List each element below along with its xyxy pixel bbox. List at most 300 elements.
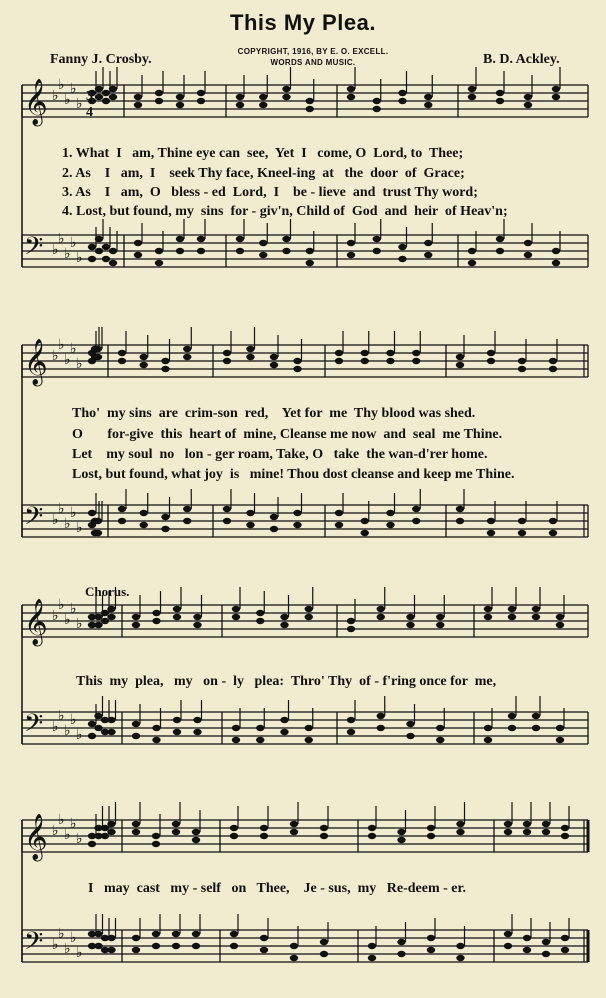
note-head bbox=[101, 833, 109, 839]
note-head bbox=[270, 362, 278, 368]
note-head bbox=[246, 346, 254, 352]
note-head bbox=[230, 943, 238, 949]
note-head bbox=[95, 94, 103, 100]
note-head bbox=[161, 526, 169, 532]
note-head bbox=[152, 943, 160, 949]
flat-icon: ♭ bbox=[64, 516, 71, 532]
note-head bbox=[456, 829, 464, 835]
note-head bbox=[232, 606, 240, 612]
note-head bbox=[406, 614, 414, 620]
note-head bbox=[532, 713, 540, 719]
note-head bbox=[561, 935, 569, 941]
note-head bbox=[236, 102, 244, 108]
flat-icon: ♭ bbox=[52, 512, 59, 528]
note-head bbox=[523, 821, 531, 827]
note-head bbox=[368, 825, 376, 831]
note-head bbox=[88, 841, 96, 847]
note-head bbox=[101, 825, 109, 831]
note-head bbox=[552, 94, 560, 100]
note-head bbox=[232, 614, 240, 620]
note-head bbox=[155, 98, 163, 104]
note-head bbox=[561, 947, 569, 953]
note-head bbox=[306, 260, 314, 266]
note-head bbox=[518, 518, 526, 524]
note-head bbox=[347, 94, 355, 100]
note-head bbox=[94, 346, 102, 352]
note-head bbox=[236, 248, 244, 254]
note-head bbox=[155, 248, 163, 254]
note-head bbox=[193, 729, 201, 735]
note-head bbox=[305, 614, 313, 620]
note-head bbox=[140, 354, 148, 360]
note-head bbox=[94, 622, 102, 628]
verse-4-line-2: Lost, but found, what joy is mine! Thou dost cleanse and keep me Thine. bbox=[72, 467, 515, 482]
note-head bbox=[373, 236, 381, 242]
flat-icon: ♭ bbox=[64, 92, 71, 108]
note-head bbox=[320, 833, 328, 839]
flat-icon: ♭ bbox=[70, 712, 77, 728]
flat-icon: ♭ bbox=[64, 723, 71, 739]
note-head bbox=[88, 721, 96, 727]
note-head bbox=[134, 102, 142, 108]
note-head bbox=[152, 610, 160, 616]
note-head bbox=[306, 98, 314, 104]
note-head bbox=[109, 86, 117, 92]
note-head bbox=[223, 506, 231, 512]
note-head bbox=[361, 350, 369, 356]
note-head bbox=[406, 733, 414, 739]
note-head bbox=[118, 506, 126, 512]
note-head bbox=[406, 622, 414, 628]
note-head bbox=[173, 717, 181, 723]
verse-2-line-1: 2. As I am, I seek Thy face, Kneel-ing at the door of Grace; bbox=[62, 166, 465, 181]
note-head bbox=[368, 943, 376, 949]
flat-icon: ♭ bbox=[58, 597, 65, 613]
flat-icon: ♭ bbox=[52, 937, 59, 953]
note-head bbox=[94, 530, 102, 536]
bass-clef-icon: 𝄢 bbox=[24, 502, 44, 537]
note-head bbox=[412, 506, 420, 512]
note-head bbox=[280, 717, 288, 723]
flat-icon: ♭ bbox=[52, 348, 59, 364]
note-head bbox=[259, 102, 267, 108]
note-head bbox=[427, 825, 435, 831]
note-head bbox=[172, 821, 180, 827]
note-head bbox=[259, 252, 267, 258]
note-head bbox=[107, 947, 115, 953]
note-head bbox=[320, 951, 328, 957]
note-head bbox=[94, 354, 102, 360]
note-head bbox=[377, 725, 385, 731]
note-head bbox=[305, 737, 313, 743]
note-head bbox=[134, 94, 142, 100]
note-head bbox=[132, 622, 140, 628]
note-head bbox=[232, 725, 240, 731]
note-head bbox=[484, 606, 492, 612]
note-head bbox=[132, 614, 140, 620]
note-head bbox=[320, 825, 328, 831]
flat-icon: ♭ bbox=[70, 601, 77, 617]
note-head bbox=[335, 350, 343, 356]
note-head bbox=[197, 248, 205, 254]
note-head bbox=[347, 717, 355, 723]
note-head bbox=[280, 622, 288, 628]
note-head bbox=[132, 947, 140, 953]
note-head bbox=[484, 725, 492, 731]
flat-icon: ♭ bbox=[76, 831, 83, 847]
flat-icon: ♭ bbox=[64, 246, 71, 262]
note-head bbox=[397, 939, 405, 945]
chorus-lyric-1: This my plea, my on - ly plea: Thro' Thy of - f'ring once for me, bbox=[76, 674, 497, 689]
note-head bbox=[192, 931, 200, 937]
note-head bbox=[424, 94, 432, 100]
note-head bbox=[456, 362, 464, 368]
note-head bbox=[386, 350, 394, 356]
note-head bbox=[542, 821, 550, 827]
flat-icon: ♭ bbox=[52, 719, 59, 735]
note-head bbox=[107, 614, 115, 620]
note-head bbox=[293, 510, 301, 516]
note-head bbox=[94, 931, 102, 937]
note-head bbox=[508, 725, 516, 731]
note-head bbox=[176, 102, 184, 108]
note-head bbox=[361, 530, 369, 536]
note-head bbox=[484, 614, 492, 620]
note-head bbox=[132, 821, 140, 827]
note-head bbox=[95, 236, 103, 242]
chorus-label: Chorus. bbox=[85, 584, 130, 599]
note-head bbox=[386, 358, 394, 364]
note-head bbox=[456, 943, 464, 949]
flat-icon: ♭ bbox=[70, 816, 77, 832]
note-head bbox=[290, 829, 298, 835]
note-head bbox=[223, 350, 231, 356]
note-head bbox=[88, 244, 96, 250]
note-head bbox=[436, 622, 444, 628]
note-head bbox=[140, 362, 148, 368]
note-head bbox=[260, 825, 268, 831]
note-head bbox=[290, 943, 298, 949]
note-head bbox=[230, 833, 238, 839]
note-head bbox=[134, 240, 142, 246]
verse-4-line-1: 4. Lost, but found, my sins for - giv'n, Child of God and heir of Heav'n; bbox=[62, 204, 508, 219]
note-head bbox=[468, 94, 476, 100]
treble-clef-icon: 𝄞 bbox=[24, 814, 48, 860]
note-head bbox=[155, 90, 163, 96]
note-head bbox=[504, 829, 512, 835]
note-head bbox=[496, 98, 504, 104]
treble-clef-icon: 𝄞 bbox=[24, 79, 48, 125]
flat-icon: ♭ bbox=[58, 501, 65, 517]
copyright-line-1: COPYRIGHT, 1916, BY E. O. EXCELL. bbox=[237, 47, 389, 56]
note-head bbox=[132, 935, 140, 941]
note-head bbox=[508, 713, 516, 719]
note-head bbox=[552, 260, 560, 266]
note-head bbox=[193, 622, 201, 628]
note-head bbox=[398, 244, 406, 250]
flat-icon: ♭ bbox=[58, 337, 65, 353]
note-head bbox=[256, 725, 264, 731]
note-head bbox=[347, 729, 355, 735]
note-head bbox=[523, 947, 531, 953]
note-head bbox=[373, 106, 381, 112]
note-head bbox=[94, 713, 102, 719]
note-head bbox=[192, 837, 200, 843]
note-head bbox=[549, 530, 557, 536]
flat-icon: ♭ bbox=[52, 608, 59, 624]
note-head bbox=[293, 522, 301, 528]
flat-icon: ♭ bbox=[76, 356, 83, 372]
note-head bbox=[246, 522, 254, 528]
flat-icon: ♭ bbox=[58, 231, 65, 247]
note-head bbox=[508, 614, 516, 620]
note-head bbox=[347, 252, 355, 258]
note-head bbox=[270, 514, 278, 520]
note-head bbox=[176, 236, 184, 242]
note-head bbox=[134, 252, 142, 258]
note-head bbox=[373, 248, 381, 254]
note-head bbox=[236, 94, 244, 100]
note-head bbox=[377, 606, 385, 612]
note-head bbox=[427, 833, 435, 839]
note-head bbox=[256, 737, 264, 743]
verse-3-line-2: Let my soul no lon - ger roam, Take, O take the wan-d'rer home. bbox=[72, 447, 488, 462]
flat-icon: ♭ bbox=[52, 242, 59, 258]
note-head bbox=[101, 618, 109, 624]
treble-clef-icon: 𝄞 bbox=[24, 599, 48, 645]
note-head bbox=[368, 833, 376, 839]
note-head bbox=[518, 366, 526, 372]
note-head bbox=[456, 354, 464, 360]
verse-3-line-1: 3. As I am, O bless - ed Lord, I be - lieve and trust Thy word; bbox=[62, 185, 478, 200]
note-head bbox=[193, 614, 201, 620]
note-head bbox=[305, 606, 313, 612]
note-head bbox=[132, 733, 140, 739]
note-head bbox=[427, 935, 435, 941]
note-head bbox=[398, 256, 406, 262]
note-head bbox=[518, 358, 526, 364]
flat-icon: ♭ bbox=[70, 930, 77, 946]
note-head bbox=[552, 248, 560, 254]
note-head bbox=[436, 725, 444, 731]
note-head bbox=[132, 829, 140, 835]
flat-icon: ♭ bbox=[58, 77, 65, 93]
note-head bbox=[172, 829, 180, 835]
note-head bbox=[236, 236, 244, 242]
note-head bbox=[280, 729, 288, 735]
note-head bbox=[504, 821, 512, 827]
note-head bbox=[152, 841, 160, 847]
note-head bbox=[524, 240, 532, 246]
note-head bbox=[556, 737, 564, 743]
note-head bbox=[246, 510, 254, 516]
note-head bbox=[386, 522, 394, 528]
composer-credit: B. D. Ackley. bbox=[483, 52, 560, 67]
note-head bbox=[377, 713, 385, 719]
flat-icon: ♭ bbox=[58, 812, 65, 828]
note-head bbox=[260, 947, 268, 953]
note-head bbox=[412, 518, 420, 524]
flat-icon: ♭ bbox=[64, 827, 71, 843]
note-head bbox=[94, 518, 102, 524]
note-head bbox=[436, 614, 444, 620]
flat-icon: ♭ bbox=[52, 823, 59, 839]
note-head bbox=[456, 955, 464, 961]
note-head bbox=[561, 825, 569, 831]
note-head bbox=[549, 366, 557, 372]
note-head bbox=[347, 86, 355, 92]
chorus-lyric-2: I may cast my - self on Thee, Je - sus, my Re-deem - er. bbox=[88, 881, 466, 896]
treble-clef-icon: 𝄞 bbox=[24, 339, 48, 385]
note-head bbox=[397, 829, 405, 835]
note-head bbox=[406, 721, 414, 727]
note-head bbox=[335, 358, 343, 364]
note-head bbox=[230, 931, 238, 937]
note-head bbox=[118, 358, 126, 364]
flat-icon: ♭ bbox=[70, 341, 77, 357]
note-head bbox=[412, 358, 420, 364]
note-head bbox=[107, 729, 115, 735]
time-signature-bottom: 4 bbox=[86, 105, 93, 120]
note-head bbox=[102, 98, 110, 104]
note-head bbox=[109, 260, 117, 266]
note-head bbox=[192, 943, 200, 949]
note-head bbox=[161, 514, 169, 520]
note-head bbox=[361, 358, 369, 364]
note-head bbox=[197, 90, 205, 96]
note-head bbox=[306, 248, 314, 254]
note-head bbox=[468, 260, 476, 266]
flat-icon: ♭ bbox=[76, 945, 83, 961]
time-signature-top: 3 bbox=[86, 89, 93, 104]
note-head bbox=[282, 248, 290, 254]
flat-icon: ♭ bbox=[58, 708, 65, 724]
note-head bbox=[197, 236, 205, 242]
note-head bbox=[270, 526, 278, 532]
note-head bbox=[456, 518, 464, 524]
note-head bbox=[101, 610, 109, 616]
verse-1-line-2: Tho' my sins are crim-son red, Yet for me Thy blood was shed. bbox=[72, 406, 476, 421]
note-head bbox=[118, 350, 126, 356]
note-head bbox=[176, 94, 184, 100]
note-head bbox=[172, 943, 180, 949]
note-head bbox=[496, 236, 504, 242]
bass-clef-icon: 𝄢 bbox=[24, 232, 44, 267]
note-head bbox=[173, 614, 181, 620]
flat-icon: ♭ bbox=[76, 520, 83, 536]
verse-2-line-2: O for-give this heart of mine, Cleanse me now and seal me Thine. bbox=[72, 427, 503, 442]
note-head bbox=[468, 86, 476, 92]
note-head bbox=[487, 350, 495, 356]
note-head bbox=[397, 837, 405, 843]
note-head bbox=[496, 248, 504, 254]
note-head bbox=[282, 86, 290, 92]
note-head bbox=[152, 618, 160, 624]
note-head bbox=[347, 618, 355, 624]
flat-icon: ♭ bbox=[76, 727, 83, 743]
note-head bbox=[107, 821, 115, 827]
note-head bbox=[508, 606, 516, 612]
note-head bbox=[532, 614, 540, 620]
note-head bbox=[373, 98, 381, 104]
flat-icon: ♭ bbox=[64, 941, 71, 957]
note-head bbox=[523, 829, 531, 835]
note-head bbox=[290, 821, 298, 827]
note-head bbox=[398, 90, 406, 96]
note-head bbox=[556, 622, 564, 628]
note-head bbox=[183, 506, 191, 512]
note-head bbox=[88, 256, 96, 262]
flat-icon: ♭ bbox=[76, 250, 83, 266]
note-head bbox=[305, 725, 313, 731]
note-head bbox=[94, 614, 102, 620]
note-head bbox=[109, 94, 117, 100]
note-head bbox=[172, 931, 180, 937]
poet-credit: Fanny J. Crosby. bbox=[50, 52, 152, 67]
note-head bbox=[259, 94, 267, 100]
note-head bbox=[152, 833, 160, 839]
note-head bbox=[552, 86, 560, 92]
note-head bbox=[504, 943, 512, 949]
note-head bbox=[436, 737, 444, 743]
note-head bbox=[293, 358, 301, 364]
note-head bbox=[523, 935, 531, 941]
note-head bbox=[256, 618, 264, 624]
note-head bbox=[107, 829, 115, 835]
note-head bbox=[102, 244, 110, 250]
note-head bbox=[107, 717, 115, 723]
note-head bbox=[556, 614, 564, 620]
note-head bbox=[173, 606, 181, 612]
note-head bbox=[256, 610, 264, 616]
note-head bbox=[542, 939, 550, 945]
note-head bbox=[155, 260, 163, 266]
note-head bbox=[542, 829, 550, 835]
note-head bbox=[140, 522, 148, 528]
note-head bbox=[504, 931, 512, 937]
flat-icon: ♭ bbox=[64, 352, 71, 368]
note-head bbox=[118, 518, 126, 524]
note-head bbox=[424, 240, 432, 246]
note-head bbox=[347, 626, 355, 632]
note-head bbox=[183, 518, 191, 524]
note-head bbox=[259, 240, 267, 246]
note-head bbox=[518, 530, 526, 536]
note-head bbox=[109, 248, 117, 254]
note-head bbox=[230, 825, 238, 831]
note-head bbox=[193, 717, 201, 723]
note-head bbox=[524, 94, 532, 100]
note-head bbox=[397, 951, 405, 957]
note-head bbox=[94, 725, 102, 731]
note-head bbox=[361, 518, 369, 524]
bass-clef-icon: 𝄢 bbox=[24, 709, 44, 744]
note-head bbox=[88, 510, 96, 516]
note-head bbox=[487, 518, 495, 524]
note-head bbox=[260, 935, 268, 941]
note-head bbox=[152, 725, 160, 731]
note-head bbox=[161, 366, 169, 372]
note-head bbox=[94, 943, 102, 949]
note-head bbox=[107, 606, 115, 612]
note-head bbox=[484, 737, 492, 743]
verse-1-line-1: 1. What I am, Thine eye can see, Yet I come, O Lord, to Thee; bbox=[62, 146, 464, 161]
note-head bbox=[176, 248, 184, 254]
note-head bbox=[377, 614, 385, 620]
note-head bbox=[468, 248, 476, 254]
note-head bbox=[246, 354, 254, 360]
note-head bbox=[223, 518, 231, 524]
